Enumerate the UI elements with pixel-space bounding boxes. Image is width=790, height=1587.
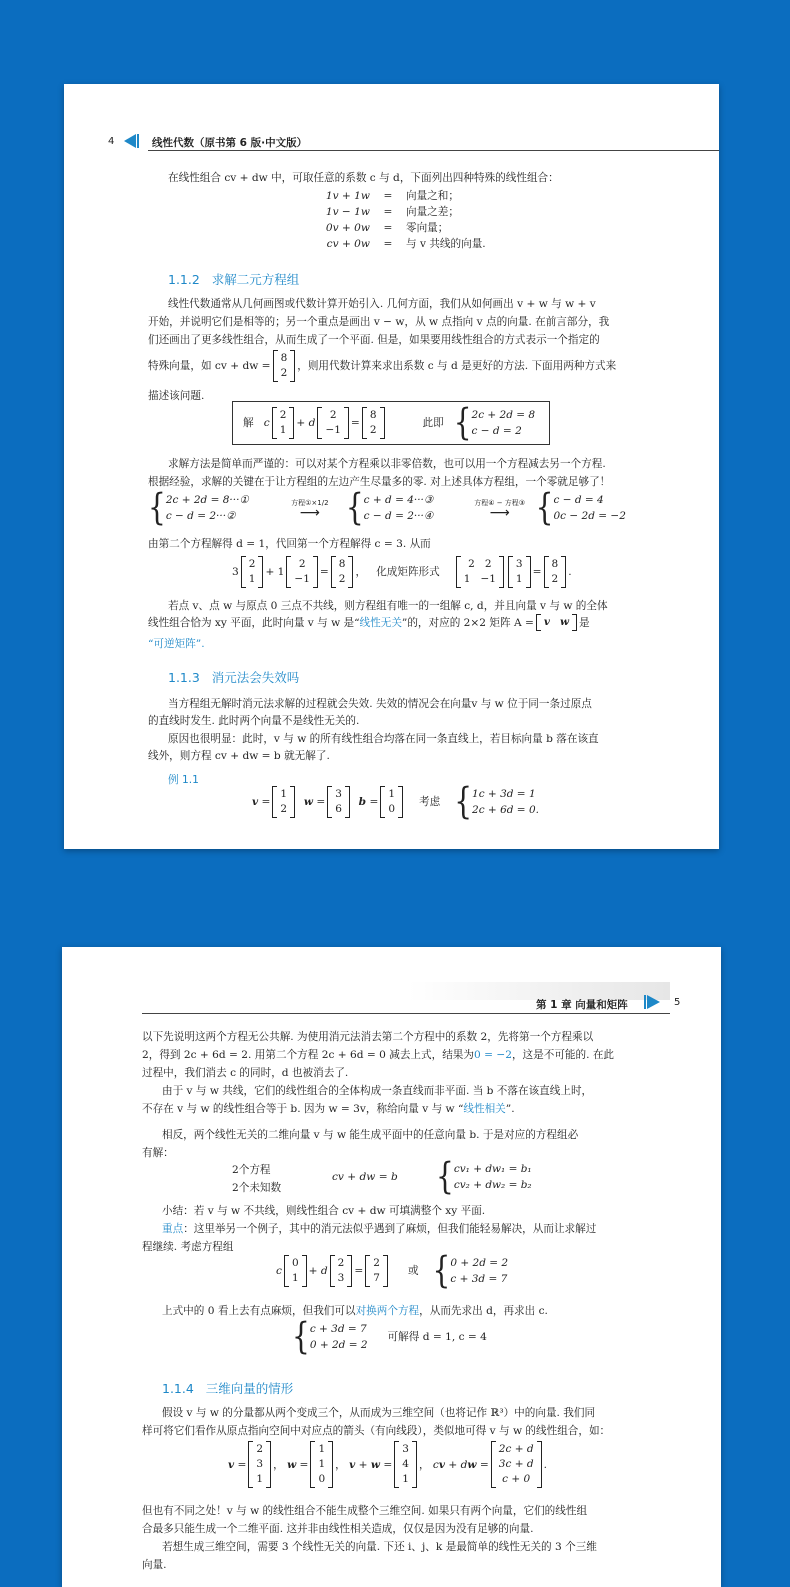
example-equation: v = 1 2 w = 3 6 b = 1 0 考虑 { 1c + 3d = 1 2c + 6d = 0. [252, 779, 539, 823]
example-system: c 0 1 + d 2 3 = 2 7 或 { 0 + 2d = 2 c + 3d = 7 [276, 1248, 509, 1292]
paragraph-line: 们还画出了更多线性组合，从而生成了一个平面. 但是，如果要用线性组合的方式表示一个指定的 [148, 334, 600, 346]
paragraph-line: 线外，则方程 cv + dw = b 就无解了. [148, 750, 330, 762]
paragraph-line: 重点：这里举另一个例子，其中的消元法似乎遇到了麻烦，但我们能轻易解决，从而让求解过 [162, 1223, 597, 1235]
combo-row: 1v − 1w = 向量之差； [325, 206, 459, 218]
paragraph-line: 相反，两个线性无关的二维向量 v 与 w 能生成平面中的任意向量 b. 于是对应的方程组必 [162, 1129, 579, 1141]
paragraph-line: 特殊向量，如 cv + dw = 8 2 ，则用代数计算来求出系数 c 与 d 是更好的方法. 下面用两种方式来 [148, 350, 616, 382]
paragraph-line: 不存在 v 与 w 的线性组合等于 b. 因为 w = 3v，称给向量 v 与 w “线性相关”. [142, 1103, 515, 1115]
combo-row: 1v + 1w = 向量之和； [325, 190, 459, 202]
paragraph-line: 2，得到 2c + 6d = 2. 用第二个方程 2c + 6d = 0 减去上式，结果为0 = −2，这是不可能的. 在此 [142, 1049, 615, 1061]
paragraph-line: 有解： [142, 1147, 174, 1159]
running-header: 第 1 章 向量和矩阵 [536, 999, 628, 1011]
system-components: { cv₁ + dw₁ = b₁ cv₂ + dw₂ = b₂ [436, 1154, 532, 1198]
highlight-term: 对换两个方程 [355, 1305, 420, 1317]
section-heading-1-1-3: 1.1.3 消元法会失效吗 [168, 670, 300, 685]
highlight-term: “可逆矩阵”. [148, 638, 205, 650]
paragraph-line: 若点 v、点 w 与原点 0 三点不共线，则方程组有唯一的一组解 c, d，并且向量 v 与 w 的全体 [168, 600, 608, 612]
matrix-form-line: 3 2 1 + 1 2 −1 = 8 2 ， 化成矩阵形式 2 2 1 −1 3 1 = 8 2 . [232, 556, 572, 588]
header-rule [148, 150, 719, 151]
running-header: 线性代数（原书第 6 版·中文版） [152, 137, 308, 149]
paragraph-line: 当方程组无解时消元法求解的过程就会失效. 失效的情况会在向量v 与 w 位于同一条过原点 [168, 698, 592, 710]
key-point-label: 重点 [162, 1223, 184, 1235]
paragraph-line: 假设 v 与 w 的分量都从两个变成三个，从而成为三维空间（也将记作 ℝ³）中的向量. 我们同 [162, 1407, 596, 1419]
paragraph-line: 开始，并说明它们是相等的；另一个重点是画出 v − w，从 w 点指向 v 点的向量. 在前言部分，我 [148, 316, 610, 328]
three-d-vectors: v = 2 3 1 ， w = 1 1 0 ， v + w = 3 4 1 ， c v + d w = 2c + d 3c + d c + 0 . [228, 1441, 547, 1488]
section-heading-1-1-2: 1.1.2 求解二元方程组 [168, 272, 300, 287]
swapped-system: { c + 3d = 7 0 + 2d = 2 可解得 d = 1, c = 4 [292, 1314, 487, 1358]
highlight-term: 线性无关 [359, 616, 402, 629]
system-description: 2个方程 2个未知数 [232, 1164, 282, 1194]
section-heading-1-1-4: 1.1.4 三维向量的情形 [162, 1381, 294, 1396]
paragraph-line: 以下先说明这两个方程无公共解. 为使用消元法消去第二个方程中的系数 2，先将第一个方程乘以 [142, 1031, 594, 1043]
paragraph-line: 描述该问题. [148, 390, 205, 402]
page-marker-icon [644, 995, 662, 1009]
paragraph-line: 向量. [142, 1559, 167, 1571]
combo-list [310, 188, 486, 252]
system-vector-form: cv + dw = b [332, 1171, 398, 1183]
target-vector: 8 2 [273, 350, 296, 382]
paragraph-line: 程继续. 考虑方程组 [142, 1241, 234, 1253]
header-rule [142, 1013, 670, 1014]
combo-row: cv + 0w = 与 v 共线的向量. [326, 238, 486, 250]
paragraph-line: 样可将它们看作从原点指向空间中对应点的箭头（有向线段），类似地可得 v 与 w 的线性组合，如： [142, 1425, 611, 1437]
paragraph-line: 线性代数通常从几何画图或代数计算开始引入. 几何方面，我们从如何画出 v + w 与 w + v [168, 298, 596, 310]
paragraph-line: 过程中，我们消去 c 的同时，d 也被消去了. [142, 1067, 349, 1079]
paragraph-line: 根据经验，求解的关键在于让方程组的左边产生尽量多的零. 对上述具体方程组，一个零就足够了！ [148, 476, 611, 488]
highlight-term: 0 = −2 [473, 1049, 512, 1061]
paragraph-line: 线性组合恰为 xy 平面，此时向量 v 与 w 是“ 线性无关 ”的，对应的 2×2 矩阵 A = v w 是 [148, 614, 590, 631]
paragraph-line: 上式中的 0 看上去有点麻烦，但我们可以对换两个方程，从而先求出 d，再求出 c. [162, 1305, 548, 1317]
page-number: 4 [108, 136, 115, 147]
paragraph-line: 的直线时发生. 此时两个向量不是线性无关的. [148, 715, 360, 727]
step-arrow: 方程④ − 方程③ ⟶ [474, 499, 526, 521]
paragraph-line: 原因也很明显：此时，v 与 w 的所有线性组合均落在同一条直线上，若目标向量 b 落在该直 [168, 733, 599, 745]
example-label: 例 1.1 [168, 774, 199, 786]
page-number: 5 [674, 997, 681, 1008]
highlight-term: 线性相关 [463, 1103, 506, 1115]
page-5 [62, 947, 721, 1587]
page-marker-icon [124, 134, 140, 148]
paragraph-line: 但也有不同之处！v 与 w 的线性组合不能生成整个三维空间. 如果只有两个向量，它们的线性组 [142, 1505, 588, 1517]
solution-box: 解 c 2 1 + d 2 −1 = 8 2 此即 { 2c + 2d = 8 c − d = 2 [232, 401, 550, 445]
intro-text: 在线性组合 cv + dw 中，可取任意的系数 c 与 d，下面列出四种特殊的线性组合： [168, 172, 559, 184]
paragraph-line: 由于 v 与 w 共线，它们的线性组合的全体构成一条直线而非平面. 当 b 不落在该直线上时， [162, 1085, 593, 1097]
combo-row: 0v + 0w = 零向量； [325, 222, 449, 234]
paragraph-line: 求解方法是简单而严谨的：可以对某个方程乘以非零倍数，也可以用一个方程减去另一个方程. [168, 458, 606, 470]
summary-line: 小结：若 v 与 w 不共线，则线性组合 cv + dw 可填满整个 xy 平面. [162, 1205, 486, 1217]
page-4 [64, 84, 719, 849]
paragraph-line: 由第二个方程解得 d = 1，代回第一个方程解得 c = 3. 从而 [148, 538, 431, 550]
paragraph-line: 合最多只能生成一个二维平面. 这并非由线性相关造成，仅仅是因为没有足够的向量. [142, 1523, 534, 1535]
elimination-steps: { 2c + 2d = 8···① c − d = 2···② 方程①×1/2 ⟶ { c + d = 4···③ c − d = 2···④ 方程④ − 方程③ ⟶ { c − d = 4 0c − 2d = −2 [148, 485, 626, 529]
paragraph-line: 若想生成三维空间，需要 3 个线性无关的向量. 下还 i、j、k 是最简单的线性无关的 3 个三维 [162, 1541, 597, 1553]
step-arrow: 方程①×1/2 ⟶ [291, 499, 329, 521]
